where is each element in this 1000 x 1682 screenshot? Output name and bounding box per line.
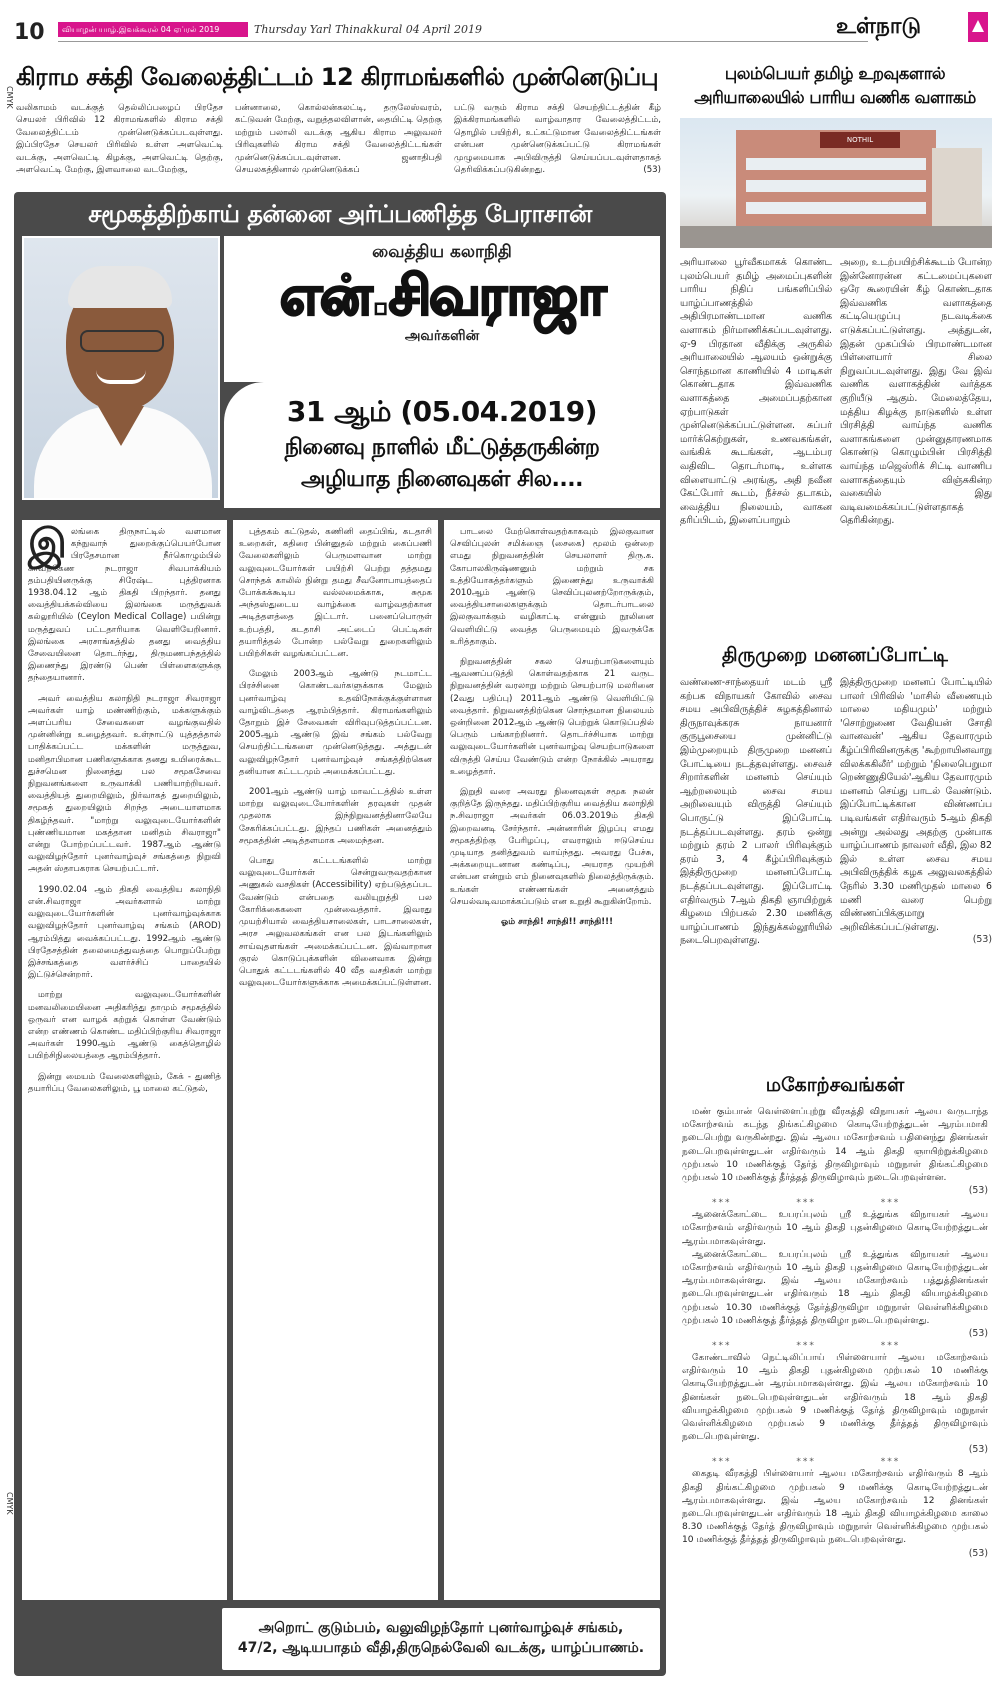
story1-col1: வலிகாமம் வடக்குத் தெல்லிப்பழைப் பிரதேச செயலர் பிரிவில் 12 கிராமங்களில் கிராம சக்தி வேலைத்திட்டம் முன்னெடுக்கப்படவுள்ளது. இப்பிரதேச செயலர் பிரிவில் உள்ள அளவெட்டி வடக்கு, அளவெட்டி கிழக்கு, அளவெட்டி தெற்கு, அளவெட்டி மேற்கு, இளவாலை வடமேற்கு,: [16, 103, 223, 176]
separator-stars: *** *** ***: [712, 1457, 901, 1468]
separator-stars: *** *** ***: [712, 1198, 901, 1209]
story4-body: மண் கும்பான் வெள்ளைப்புற்று வீரகத்தி விநாயகர் ஆலய வருடாந்த மகோற்சவம் கடந்த திங்கட்கிழமை கொடியேற்றத்துடன் ஆரம்பமாகி நடைபெற்று வருகின்றது. இவ் ஆலய மகோற்சவம் பதினைந்து தினங்கள் நடைபெறவுள்ளதுடன் எதிர்வரும் 14 ஆம் திகதி ஞாயிற்றுக்கிழமை முற்பகல் 10 மணிக்குத் தேர்த் திருவிழாவும் மறுநாள் திங்கட்கிழமை முற்பகல் 10 மணிக்குத் தீர்த்தத் திருவிழாவும் நடைபெறவுள்ளன. (53) *** *** *** ஆனைக்கோட்டை உயரப்புலம் ஸ்ரீ உத்துங்க விநாயகர் ஆலய மகோற்சவம் எதிர்வரும் 10 ஆம் திகதி புதன்கிழமை கொடியேற்றத்துடன் ஆரம்பமாகவுள்ளது. ஆனைக்கோட்டை உயரப்புலம் ஸ்ரீ உத்துங்க விநாயகர் ஆலய மகோற்சவம் எதிர்வரும் 10 ஆம் திகதி புதன்கிழமை கொடியேற்றத்துடன் ஆரம்பமாகவுள்ளது. இவ் ஆலய மகோற்சவம் பத்துத்தினங்கள் நடைபெறவுள்ளதுடன் எதிர்வரும் 18 ஆம் திகதி வியாழக்கிழமை முற்பகல் 10.30 மணிக்குத் தேர்த்திருவிழா மறுநாள் வெள்ளிக்கிழமை முற்பகல் 10 மணிக்குத் தீர்த்தத் திருவிழா நடைபெறவுள்ளது. (53) *** *** *** கோண்டாவில் நெட்டிலிப்பாய் பிள்ளையார் ஆலய மகோற்சவம் எதிர்வரும் 10 ஆம் திகதி புதன்கிழமை முற்பகல் 10 மணிக்கு கொடியேற்றத்துடன் ஆரம்பமாகவுள்ளது. இவ் ஆலய மகோற்சவம் 10 தினங்கள் நடைபெறவுள்ளதுடன் எதிர்வரும் 18 ஆம் திகதி வியாழக்கிழமை முற்பகல் 9 மணிக்குத் தேர்த் திருவிழாவும் மறுநாள் வெள்ளிக்கிழமை முற்பகல் 9 மணிக்கு தீர்த்தத் திருவிழாவும் நடைபெறவுள்ளது. (53) *** *** *** கைதடி வீரகத்தி பிள்ளையார் ஆலய மகோற்சவம் எதிர்வரும் 8 ஆம் திகதி திங்கட்கிழமை முற்பகல் 9 மணிக்கு கொடியேற்றத்துடன் ஆரம்பமாகவுள்ளது. இவ் ஆலய மகோற்சவம் 12 தினங்கள் நடைபெறவுள்ளதுடன் எதிர்வரும் 18 ஆம் திகதி வியாழக்கிழமை காலை 8.30 மணிக்குத் தேர்த் திருவிழாவும் மறுநாள் வெள்ளிக்கிழமை முற்பகல் 10 மணிக்குத் தீர்த்தத் திருவிழாவும் நடைபெறவுள்ளது. (53): [682, 1107, 988, 1559]
memorial-closing: ஓம் சாந்தி! சாந்தி!! சாந்தி!!!: [500, 917, 614, 928]
cmyk-mark-top: CMYK: [5, 86, 14, 109]
building-sign: NOTHIL: [820, 132, 900, 148]
separator-stars: *** *** ***: [712, 1341, 901, 1352]
memorial-line2: நினைவு நாளில் மீட்டுத்தருகின்ற: [284, 435, 600, 460]
story1-col2: பன்னாலை, கொல்லன்கலட்டி, தருலேஸ்வரம், கட்டுவன் மேற்கு, வறுத்தலவிளான், தையிட்டி தெற்கு மற்றும் பலாலி வடக்கு ஆகிய கிராம அலுவலர் பிரிவுகளில் கிராம சக்தி வேலைத்திட்டங்கள் முன்னெடுக்கப்படவுள்ளன. ஜனாதிபதி செயலகத்தினால் முன்னெடுக்கப்: [235, 103, 442, 176]
dropcap: இ: [28, 521, 67, 567]
page-number: 10: [14, 20, 45, 45]
story2-col1: அரியாலை பூர்வீகமாகக் கொண்ட புலம்பெயர் தமிழ் அமைப்புகளின் பாரிய நிதிப் பங்களிப்பில் யாழ்ப்பாணத்தில் அதிபிரமாண்டமான வணிக வளாகம் நிர்மாணிக்கப்படவுள்ளது. ஏ-9 பிரதான வீதிக்கு அருகில் அரியாலையில் ஆலயம் ஒன்றுக்கு சொந்தமான காணியில் 4 மாடிகள் கொண்டதாக இவ்வணிக வளாகத்தை அமைப்பதற்கான ஏற்பாடுகள் முன்னெடுக்கப்பட்டுள்ளன. சுப்பர் மார்க்கெற்றுகள், உணவகங்கள், வங்கிக் கூடங்கள், ஆடம்பர வதிவிட தொடர்மாடி, உள்ளக விளையாட்டு அரங்கு, அதி நவீன கேட்போர் கூடம், நீச்சல் தடாகம், வைத்திய நிலையம், வாகன தரிப்பிடம், இளைப்பாறும்: [680, 257, 832, 527]
memorial-banner: சமூகத்திற்காய் தன்னை அர்ப்பணித்த பேராசான்: [88, 200, 592, 228]
page-header: [0, 0, 1000, 54]
memorial-footer: அறொட் குடும்பம், வலுவிழந்தோர் புனர்வாழ்வுச் சங்கம், 47/2, ஆடியபாதம் வீதி,திருநெல்வேலி வடக்கு, யாழ்ப்பாணம்.: [222, 1608, 660, 1670]
memorial-name: என்.சிவராஜா: [279, 264, 605, 327]
story4-headline: மகோற்சவங்கள்: [765, 1074, 905, 1096]
story3-code: (53): [972, 934, 992, 946]
corner-triangle-icon: [968, 12, 988, 42]
story1-col3: பட்டு வரும் கிராம சக்தி செயற்திட்டத்தின் கீழ் இக்கிராமங்களில் வாழ்வாதார வேலைத்திட்டம், தொழில் பயிற்சி, உட்கட்டுமான வேலைத்திட்டங்கள் என்பன முன்னெடுக்கப்பட்டு கிராமங்கள் முழுமையாக அபிவிருத்தி செய்யப்படவுள்ளதாகத் தெரிவிக்கப்படுகின்றது. (53): [454, 103, 661, 176]
memorial-anniversary: 31 ஆம் (05.04.2019): [286, 395, 598, 428]
section-title: உள்நாடு: [836, 14, 922, 39]
portrait-photo: [22, 236, 220, 500]
story1-body: [16, 102, 661, 184]
header-date-strip: வியாழன் யாழ்.இவக்கூரல் 04 ஏப்ரல் 2019: [58, 22, 248, 37]
story3-headline: திருமுறை மனனப்போட்டி: [722, 644, 948, 666]
memorial-title-prefix: வைத்திய கலாநிதி: [372, 242, 512, 262]
story2-col2: அறை, உடற்பயிற்சிக்கூடம் போன்ற இன்னோரன்ன கட்டமைப்புகளை ஒரே கூரையின் கீழ் கொண்டதாக இவ்வணிக வளாகத்தை கட்டியெழுப்பு நடவடிக்கை எடுக்கப்பட்டுள்ளது. அத்துடன், இதன் முகப்பில் பிரமாண்டமான பிள்ளையார் சிலை நிறுவப்படவுள்ளது. இது வே இவ் வணிக வளாகத்தின் வர்த்தக குறியீடு ஆகும். மேலைத்தேய, மத்திய கிழக்கு நாடுகளில் உள்ள பிரசித்தி வாய்ந்த வணிக வளாகங்களை முன்னுதாரணமாக கொண்டு கொழும்பின் பிரசித்தி வாய்ந்த மஜெஸ்ரிக் சிட்டி வாணிப வளாகத்தையும் விஞ்சுகின்ற வகையில் இது வடிவமைக்கப்பட்டுள்ளதாகத் தெரிகின்றது.: [840, 257, 992, 527]
story1-code: (53): [643, 165, 661, 176]
story3-col1: வண்ணை-சாந்தையர் மடம் ஸ்ரீ கற்பக விநாயகர் கோவில் சைவ சமய அபிவிருத்திச் சுழகத்தினால் திருநாவுக்கரசு நாயனார் குருபூசையை முன்னிட்டு இம்முறையும் திருமுறை மனனப் போட்டியை நடத்தவுள்ளது. சைவச் சிறார்களின் மனனம் செய்யும் ஆற்றலையும் சைவ சமய அறிவையும் விருத்தி செய்யும் பொருட்டு இப்போட்டி நடத்தப்படவுள்ளது. தரம் ஒன்று மற்றும் தரம் 2 பாலர் பிரிவுக்கும் தரம் 3, 4 கீழ்ப்பிரிவுக்கும் இத்திருமுறை மனனப்போட்டி நடத்தப்படவுள்ளது. இப்போட்டி எதிர்வரும் 7ஆம் திகதி ஞாயிற்றுக் கிழமை பிற்பகல் 2.30 மணிக்கு யாழ்ப்பாணம் இந்துக்கல்லூரியில் நடைபெறவுள்ளது.: [680, 677, 832, 947]
memorial-title-block: [224, 236, 660, 382]
memorial-name-suffix: அவர்களின்: [404, 328, 480, 344]
memorial-col3: பாடலை மேற்கொள்வதற்காகவும் இலகுவான செவிப்புலன் சமிக்ஞை (சைகை) மூலம் ஒன்றை எமது நிறுவனத்தின் செயலாளர் திரு.க. கோபாலகிருஷ்ணனும் மற்றும் சக உத்தியோகத்தர்களும் இணைந்து உருவாக்கி 2010ஆம் ஆண்டு செவிப்புலனற்றோருக்கும், வைத்தியசாலைகளுக்கும் தொடர்பாடலை இலகுவாக்கும் வழிகாட்டி என்னும் நூலினை வெளியிட்டு வைத்த பெருமையும் இவருக்கே உரித்தாகும். நிறுவனத்தின் சகல செயற்பாடுகளையும் ஆவணப்படுத்தி கொள்வதற்காக 21 வருட நிறுவனத்தின் வரலாறு மற்றும் செயற்பாடு மலரினை (2வது பதிப்பு) 2011ஆம் ஆண்டு வெளியிட்டு வைத்தார். நிறுவனத்திற்கென சொந்தமான நிலையம் ஒன்றினை 2012ஆம் ஆண்டு பெற்றுக் கொடுப்பதில் பெரும் பங்காற்றினார். தொடர்ச்சியாக மாற்று வலுவுடையோர்களின் புனர்வாழ்வு செயற்பாடுகளை விருத்தி செய்ய வேண்டும் என்ற நோக்கில் அயராது உழைத்தார். இறுதி வரை அவரது நினைவுகள் சமூக நலன் குறித்தே இருந்தது. மதிப்பிற்குரிய வைத்திய கலாநிதி ந.சிவராஜா அவர்கள் 06.03.2019ம் திகதி இறைவனடி சேர்ந்தார். அன்னாரின் இழப்பு எமது சமூகத்திற்கு பேரிழப்பு, எவராலும் ஈடுசெய்ய முடியாத தனித்துவம் வாய்ந்தது. அவரது பேச்சு, அக்கறையுடனான கண்டிப்பு, அயராத முயற்சி என்பன என்றும் எம் நினைவுகளில் நிலைத்திருக்கும். உங்கள் எண்ணங்கள் அனைத்தும் செயல்வடிவமாக்கப்படும் என உறுதி கூறுகின்றோம். ஓம் சாந்தி! சாந்தி!! சாந்தி!!!: [444, 520, 660, 1600]
glasses-icon: [80, 330, 164, 352]
memorial-line3: அழியாத நினைவுகள் சில....: [301, 467, 583, 492]
cmyk-mark-bottom: CMYK: [5, 1492, 14, 1515]
memorial-col2: புத்தகம் கட்டுதல், கணினி தைப்பிங், கடதாசி உறைகள், கதிரை பின்னுதல் மற்றும் கைப்பணி வேலைகளிலும் பெருமளவான மாற்று வலுவுடையோர்கள் பயிற்சி பெற்று தத்தமது சொந்தக் காலில் நின்று தமது சீவனோபாயத்தைப் போக்கக்கூடிய வல்லமைக்காக, சுமூக அந்தஸ்துடைய வாழ்க்கை வாழ்வதற்கான அடித்தளத்தை இட்டார். பனைப்பொருள் உற்பத்தி, கடதாசி அட்டைப் பெட்டிகள் தயாரித்தல் போன்ற பல்வேறு துறைகளிலும் பயிற்சிகள் வழங்கப்பட்டன. மேலும் 2003ஆம் ஆண்டு நடமாட்ட பிரச்சினை கொண்டவர்களுக்காக மேலும் புனர்வாழ்வு உதவிநோக்குக்குள்ளான வாழ்விடத்தை ஆரம்பித்தார். கிராமங்களிலும் தோறும் இச் சேவைகள் விரிவுபடுத்தப்பட்டன. 2005ஆம் ஆண்டு இவ் சங்கம் பல்வேறு செயற்திட்டங்களை முன்னெடுத்தது. அத்துடன் வலுவிழந்தோர் புனர்வாழ்வுச் சங்கத்திற்கென தனியான கட்டடமும் அமைக்கப்பட்டது. 2001ஆம் ஆண்டு யாழ் மாவட்டத்தில் உள்ள மாற்று வலுவுடையோர்களின் தரவுகள் முதன் முதலாக இந்நிறுவனத்தினாலேயே சேகரிக்கப்பட்டது. இந்தப் பணிகள் அனைத்தும் சமூகத்தின் அடித்தளமாக அமைந்தன. பொது கட்டடங்களில் மாற்று வலுவுடையோர்கள் சென்றுவருவதற்கான அணுகல் வசதிகள் (Accessibility) ஏற்படுத்தப்பட வேண்டும் என்பதை வலியுறுத்தி பல கோரிக்கைகளை முன்வைத்தார். இவரது முயற்சியால் வைத்தியசாலைகள், பாடசாலைகள், அரச அலுவலகங்கள் என பல இடங்களிலும் சாய்வுதளங்கள் அமைக்கப்பட்டன. இவ்வாறான குரல் கொடுப்புக்களின் வினைவாக இன்று பொதுக் கட்டடங்களில் 40 வீத வசதிகள் மாற்று வலுவுடையோர்களுக்காக அமைக்கப்பட்டுள்ளன.: [233, 520, 438, 1600]
header-dateline: Thursday Yarl Thinakkural 04 April 2019: [254, 23, 483, 36]
story3-col2: இத்திருமுறை மனனப் போட்டியில் பாலர் பிரிவில் 'மாசில் வீணையும் மாலை மதியமும்' மற்றும் 'சொற்றுணை வேதியன் சோதி வானவன்' ஆகிய தேவாரமும் கீழ்ப்பிரிவினருக்கு 'கூற்றாயினவாறு விலக்ககிலீர்' மற்றும் 'நிலைபெறுமா றெண்ணுதியேல்'ஆகிய தேவாரமும் மனனம் செய்து பாடல் வேண்டும். இப்போட்டிக்கான விண்ணப்ப படிவங்கள் எதிர்வரும் 5ஆம் திகதி அன்று அல்லது அதற்கு முன்பாக யாழ்ப்பாணம் நாவலர் வீதி, இல 82 இல் உள்ள சைவ சமய அபிவிருத்திக் கழக அலுவலகத்தில் நேரில் 3.30 மணிமுதல் மாலை 6 மணி வரை பெற்று விண்ணப்பிக்குமாறு அறிவிக்கப்பட்டுள்ளது. (53): [840, 677, 992, 946]
story2-headline: புலம்பெயர் தமிழ் உறவுகளால் அரியாலையில் பாரிய வணிக வளாகம்: [694, 64, 976, 107]
memorial-anniversary-block: [224, 382, 660, 508]
building-photo: [680, 118, 992, 248]
memorial-col1: இலங்கை திருநாட்டில் வளமான கந்நுவாந் துறைக்குப்பெயர்போன பிரதேசமான நீர்கொழும்பில் காவற்கேண நடராஜா சிவபாக்கியம் தம்பதியினருக்கு சிரேஷ்ட புத்திரனாக 1938.04.12 ஆம் திகதி பிறந்தார். தனது வைத்தியக்கல்வியை இலங்கை மருத்துவக் கல்லூரியில் (Ceylon Medical Collage) பயின்று மருத்துவப் பட்டதாரியாக வெளியேறினார். இலங்கை அரசாங்கத்தில் தனது வைத்திய சேவையினை தொடர்ந்து, திருமணபந்தத்தில் இணைந்து இரண்டு பெண் பிள்ளைகளுக்கு தந்தையானார். அவர் வைத்திய கலாநிதி நடராஜா சிவராஜா அவர்கள் யாழ் மண்ணிற்கும், மக்களுக்கும் அளப்பரிய சேவைகளை வழங்குவதில் முன்னின்று உழைத்தவர். உள்நாட்டு யுத்தத்தால் பாதிக்கப்பட்ட மக்களின் மருத்துவ, மனிதாபிமான பணிகளுக்காக தனது உயிரைக்கூட துச்சமென நினைத்து பல சமூகசேவை நிறுவனங்களை உருவாக்கி பணியாற்றியவர். வைத்தியத் துறையிலும், நிர்வாகத் துறையிலும், சமூகத் துறையிலும் சிறந்த அடையாளமாக திகழ்ந்தவர். "மாற்று வலுவுடையோர்களின் புண்ணியமான மகத்தான மனிதம் சிவராஜா" என்று போற்றப்பட்டவர். 1987ஆம் ஆண்டு வலுவிழந்தோர் புனர்வாழ்வுச் சங்கத்தை நிறுவி அதன் ஸ்தாபகராக செயற்பட்டார். 1990.02.04 ஆம் திகதி வைத்திய கலாநிதி என்.சிவராஜா அவர்களால் மாற்று வலுவுடையோர்களின் புனர்வாழ்வுக்காக வலுவிழந்தோர் புனர்வாழ்வு சங்கம் (AROD) ஆரம்பித்து வைக்கப்பட்டது. 1992ஆம் ஆண்டு பிரதேசத்தின் தலைமைத்துவத்தை பொறுப்பேற்று இச்சங்கத்தை வளர்ச்சிப் பாதையில் இட்டுச்சென்றார். மாற்று வலுவுடையோர்களின் மனவலிமையினை அதிகரித்து தாமும் சமூகத்தில் ஒருவர் என வாழக் கற்றுக் கொள்ள வேண்டும் என்ற எண்ணம் கொண்ட மதிப்பிற்குரிய சிவராஜா அவர்கள் 1990ஆம் ஆண்டு கைத்தொழில் பயிற்சிநிலையத்தை ஆரம்பித்தார். இன்று மையம் வேலைகளிலும், கேக் - துணித் தயாரிப்பு வேலைகளிலும், பூ மாலை கட்டுதல்,: [22, 520, 227, 1600]
story1-headline: கிராம சக்தி வேலைத்திட்டம் 12 கிராமங்களில் முன்னெடுப்பு: [16, 63, 659, 91]
